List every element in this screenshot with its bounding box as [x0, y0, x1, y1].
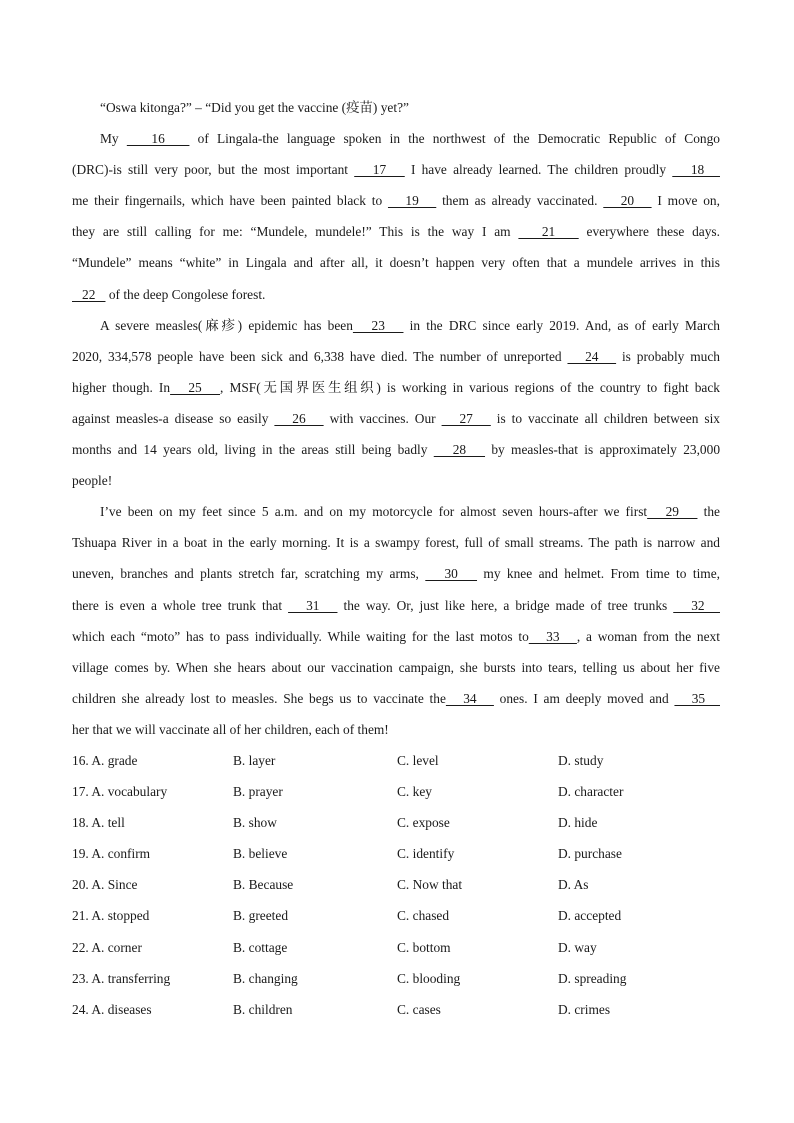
- blank-32: 32: [673, 597, 720, 613]
- option-a: 22. A. corner: [72, 939, 142, 955]
- option-c: C. Now that: [397, 877, 463, 893]
- option-d: D. As: [558, 877, 589, 893]
- blank-23: 23: [352, 317, 404, 333]
- option-row: [72, 900, 720, 931]
- option-b: B. prayer: [233, 784, 283, 800]
- passage-text: by measles-that is approximately 23,000: [485, 442, 721, 458]
- option-b: B. greeted: [233, 908, 289, 924]
- passage-line: [72, 652, 720, 683]
- option-a: 19. A. confirm: [72, 846, 151, 862]
- passage-text: (DRC)-is still very poor, but the most important: [72, 162, 355, 178]
- passage-text: A severe measles(麻疹) epidemic has been: [100, 317, 353, 333]
- option-row: [72, 932, 720, 963]
- option-d: D. purchase: [558, 846, 622, 862]
- option-c: C. key: [397, 784, 432, 800]
- passage-line: [72, 403, 720, 434]
- option-a: 23. A. transferring: [72, 970, 171, 986]
- paragraph-p3: [72, 310, 720, 497]
- passage-text: them as already vaccinated.: [436, 193, 604, 209]
- blank-17: 17: [354, 162, 405, 178]
- passage-text: Tshuapa River in a boat in the early morning. It is a swampy forest, full of small streams. The path is narrow and: [72, 535, 720, 551]
- passage-text: higher though. In: [72, 379, 171, 395]
- passage-line: [72, 558, 720, 589]
- option-b: B. children: [233, 1001, 293, 1017]
- passage-line: [72, 154, 720, 185]
- passage-text: they are still calling for me: “Mundele, mundele!” This is the way I am: [72, 224, 519, 240]
- passage-text: the way. Or, just like here, a bridge made of tree trunks: [337, 597, 674, 613]
- option-d: D. crimes: [558, 1001, 611, 1017]
- passage-text: I have already learned. The children proudly: [404, 162, 673, 178]
- passage-text: , a woman from the next: [576, 628, 720, 644]
- passage-text: which each “moto” has to pass individually. While waiting for the last motos to: [72, 628, 529, 644]
- passage-text: of the deep Congolese forest.: [105, 286, 266, 302]
- option-a: 18. A. tell: [72, 815, 125, 831]
- blank-21: 21: [518, 224, 579, 240]
- option-a: 20. A. Since: [72, 877, 138, 893]
- passage-line: [72, 341, 720, 372]
- option-b: B. show: [233, 815, 277, 831]
- passage-line: [72, 310, 720, 341]
- option-c: C. level: [397, 752, 439, 768]
- passage-text: “Mundele” means “white” in Lingala and after all, it doesn’t happen very often that a mundele arrives in this: [72, 255, 720, 271]
- blank-25: 25: [170, 379, 221, 395]
- passage-text: village comes by. When she hears about our vaccination campaign, she bursts into tears, telling us about her five: [72, 659, 720, 675]
- option-row: [72, 963, 720, 994]
- passage-text: in the DRC since early 2019. And, as of early March: [403, 317, 720, 333]
- option-a: 17. A. vocabulary: [72, 784, 168, 800]
- passage-line: [72, 621, 720, 652]
- option-row: [72, 776, 720, 807]
- passage-line: [72, 372, 720, 403]
- blank-16: 16: [126, 131, 190, 147]
- passage-text: is probably much: [616, 348, 720, 364]
- option-row: [72, 994, 720, 1025]
- option-d: D. study: [558, 752, 604, 768]
- blank-19: 19: [387, 193, 437, 209]
- option-c: C. expose: [397, 815, 450, 831]
- passage-text: children she already lost to measles. She begs us to vaccinate the: [72, 690, 446, 706]
- passage-line: [72, 279, 720, 310]
- passage-text: uneven, branches and plants stretch far, scratching my arms,: [72, 566, 426, 582]
- passage-line: [72, 216, 720, 247]
- blank-18: 18: [672, 162, 720, 178]
- blank-20: 20: [603, 193, 652, 209]
- passage-text: , MSF(无国界医生组织) is working in various regions of the country to fight back: [220, 379, 720, 395]
- option-b: B. cottage: [233, 939, 288, 955]
- passage-text: months and 14 years old, living in the areas still being badly: [72, 442, 434, 458]
- option-a: 16. A. grade: [72, 752, 138, 768]
- passage-text: against measles-a disease so easily: [72, 410, 275, 426]
- passage-text: is to vaccinate all children between six: [490, 410, 720, 426]
- option-d: D. accepted: [558, 908, 622, 924]
- option-d: D. hide: [558, 815, 598, 831]
- cloze-passage: [72, 92, 720, 745]
- passage-line: [72, 92, 720, 123]
- blank-28: 28: [433, 442, 486, 458]
- blank-27: 27: [441, 410, 491, 426]
- passage-text: of Lingala-the language spoken in the northwest of the Democratic Republic of Congo: [189, 131, 720, 147]
- passage-text: the: [697, 504, 720, 520]
- passage-line: [72, 527, 720, 558]
- passage-text: with vaccines. Our: [323, 410, 442, 426]
- option-a: 24. A. diseases: [72, 1001, 152, 1017]
- passage-text: me their fingernails, which have been painted black to: [72, 193, 388, 209]
- option-c: C. blooding: [397, 970, 461, 986]
- option-row: [72, 807, 720, 838]
- passage-line: [72, 714, 720, 745]
- option-a: 21. A. stopped: [72, 908, 150, 924]
- blank-34: 34: [445, 690, 494, 706]
- passage-text: I move on,: [651, 193, 720, 209]
- passage-text: My: [100, 131, 127, 147]
- passage-text: people!: [72, 473, 113, 489]
- passage-text: “Oswa kitonga?” – “Did you get the vaccine (疫苗) yet?”: [100, 100, 409, 115]
- option-row: [72, 838, 720, 869]
- passage-line: [72, 465, 720, 496]
- option-d: D. way: [558, 939, 597, 955]
- blank-24: 24: [567, 348, 617, 364]
- option-b: B. layer: [233, 752, 276, 768]
- option-b: B. believe: [233, 846, 288, 862]
- option-row: [72, 745, 720, 776]
- options-list: [72, 745, 720, 1025]
- passage-line: [72, 683, 720, 714]
- passage-line: [72, 496, 720, 527]
- paragraph-p2: [72, 123, 720, 310]
- blank-30: 30: [425, 566, 478, 582]
- blank-31: 31: [288, 597, 338, 613]
- passage-text: her that we will vaccinate all of her children, each of them!: [72, 721, 389, 737]
- blank-22: 22: [72, 286, 106, 302]
- option-b: B. Because: [233, 877, 294, 893]
- document-page: [72, 92, 720, 1025]
- passage-line: [72, 185, 720, 216]
- passage-text: 2020, 334,578 people have been sick and 6,338 have died. The number of unreported: [72, 348, 568, 364]
- passage-line: [72, 434, 720, 465]
- passage-line: [72, 247, 720, 278]
- passage-text: there is even a whole tree trunk that: [72, 597, 289, 613]
- option-c: C. identify: [397, 846, 455, 862]
- passage-line: [72, 590, 720, 621]
- blank-35: 35: [674, 690, 720, 706]
- passage-text: ones. I am deeply moved and: [493, 690, 675, 706]
- passage-line: [72, 123, 720, 154]
- option-c: C. cases: [397, 1001, 441, 1017]
- option-d: D. character: [558, 784, 624, 800]
- passage-text: I’ve been on my feet since 5 a.m. and on my motorcycle for almost seven hours-after we first: [100, 504, 648, 520]
- option-c: C. chased: [397, 908, 450, 924]
- blank-26: 26: [274, 410, 324, 426]
- paragraph-p4: [72, 496, 720, 745]
- passage-text: everywhere these days.: [578, 224, 720, 240]
- blank-33: 33: [528, 628, 577, 644]
- passage-text: my knee and helmet. From time to time,: [477, 566, 721, 582]
- paragraph-p1: [72, 92, 720, 123]
- option-b: B. changing: [233, 970, 298, 986]
- blank-29: 29: [647, 504, 698, 520]
- option-row: [72, 869, 720, 900]
- option-c: C. bottom: [397, 939, 451, 955]
- option-d: D. spreading: [558, 970, 627, 986]
